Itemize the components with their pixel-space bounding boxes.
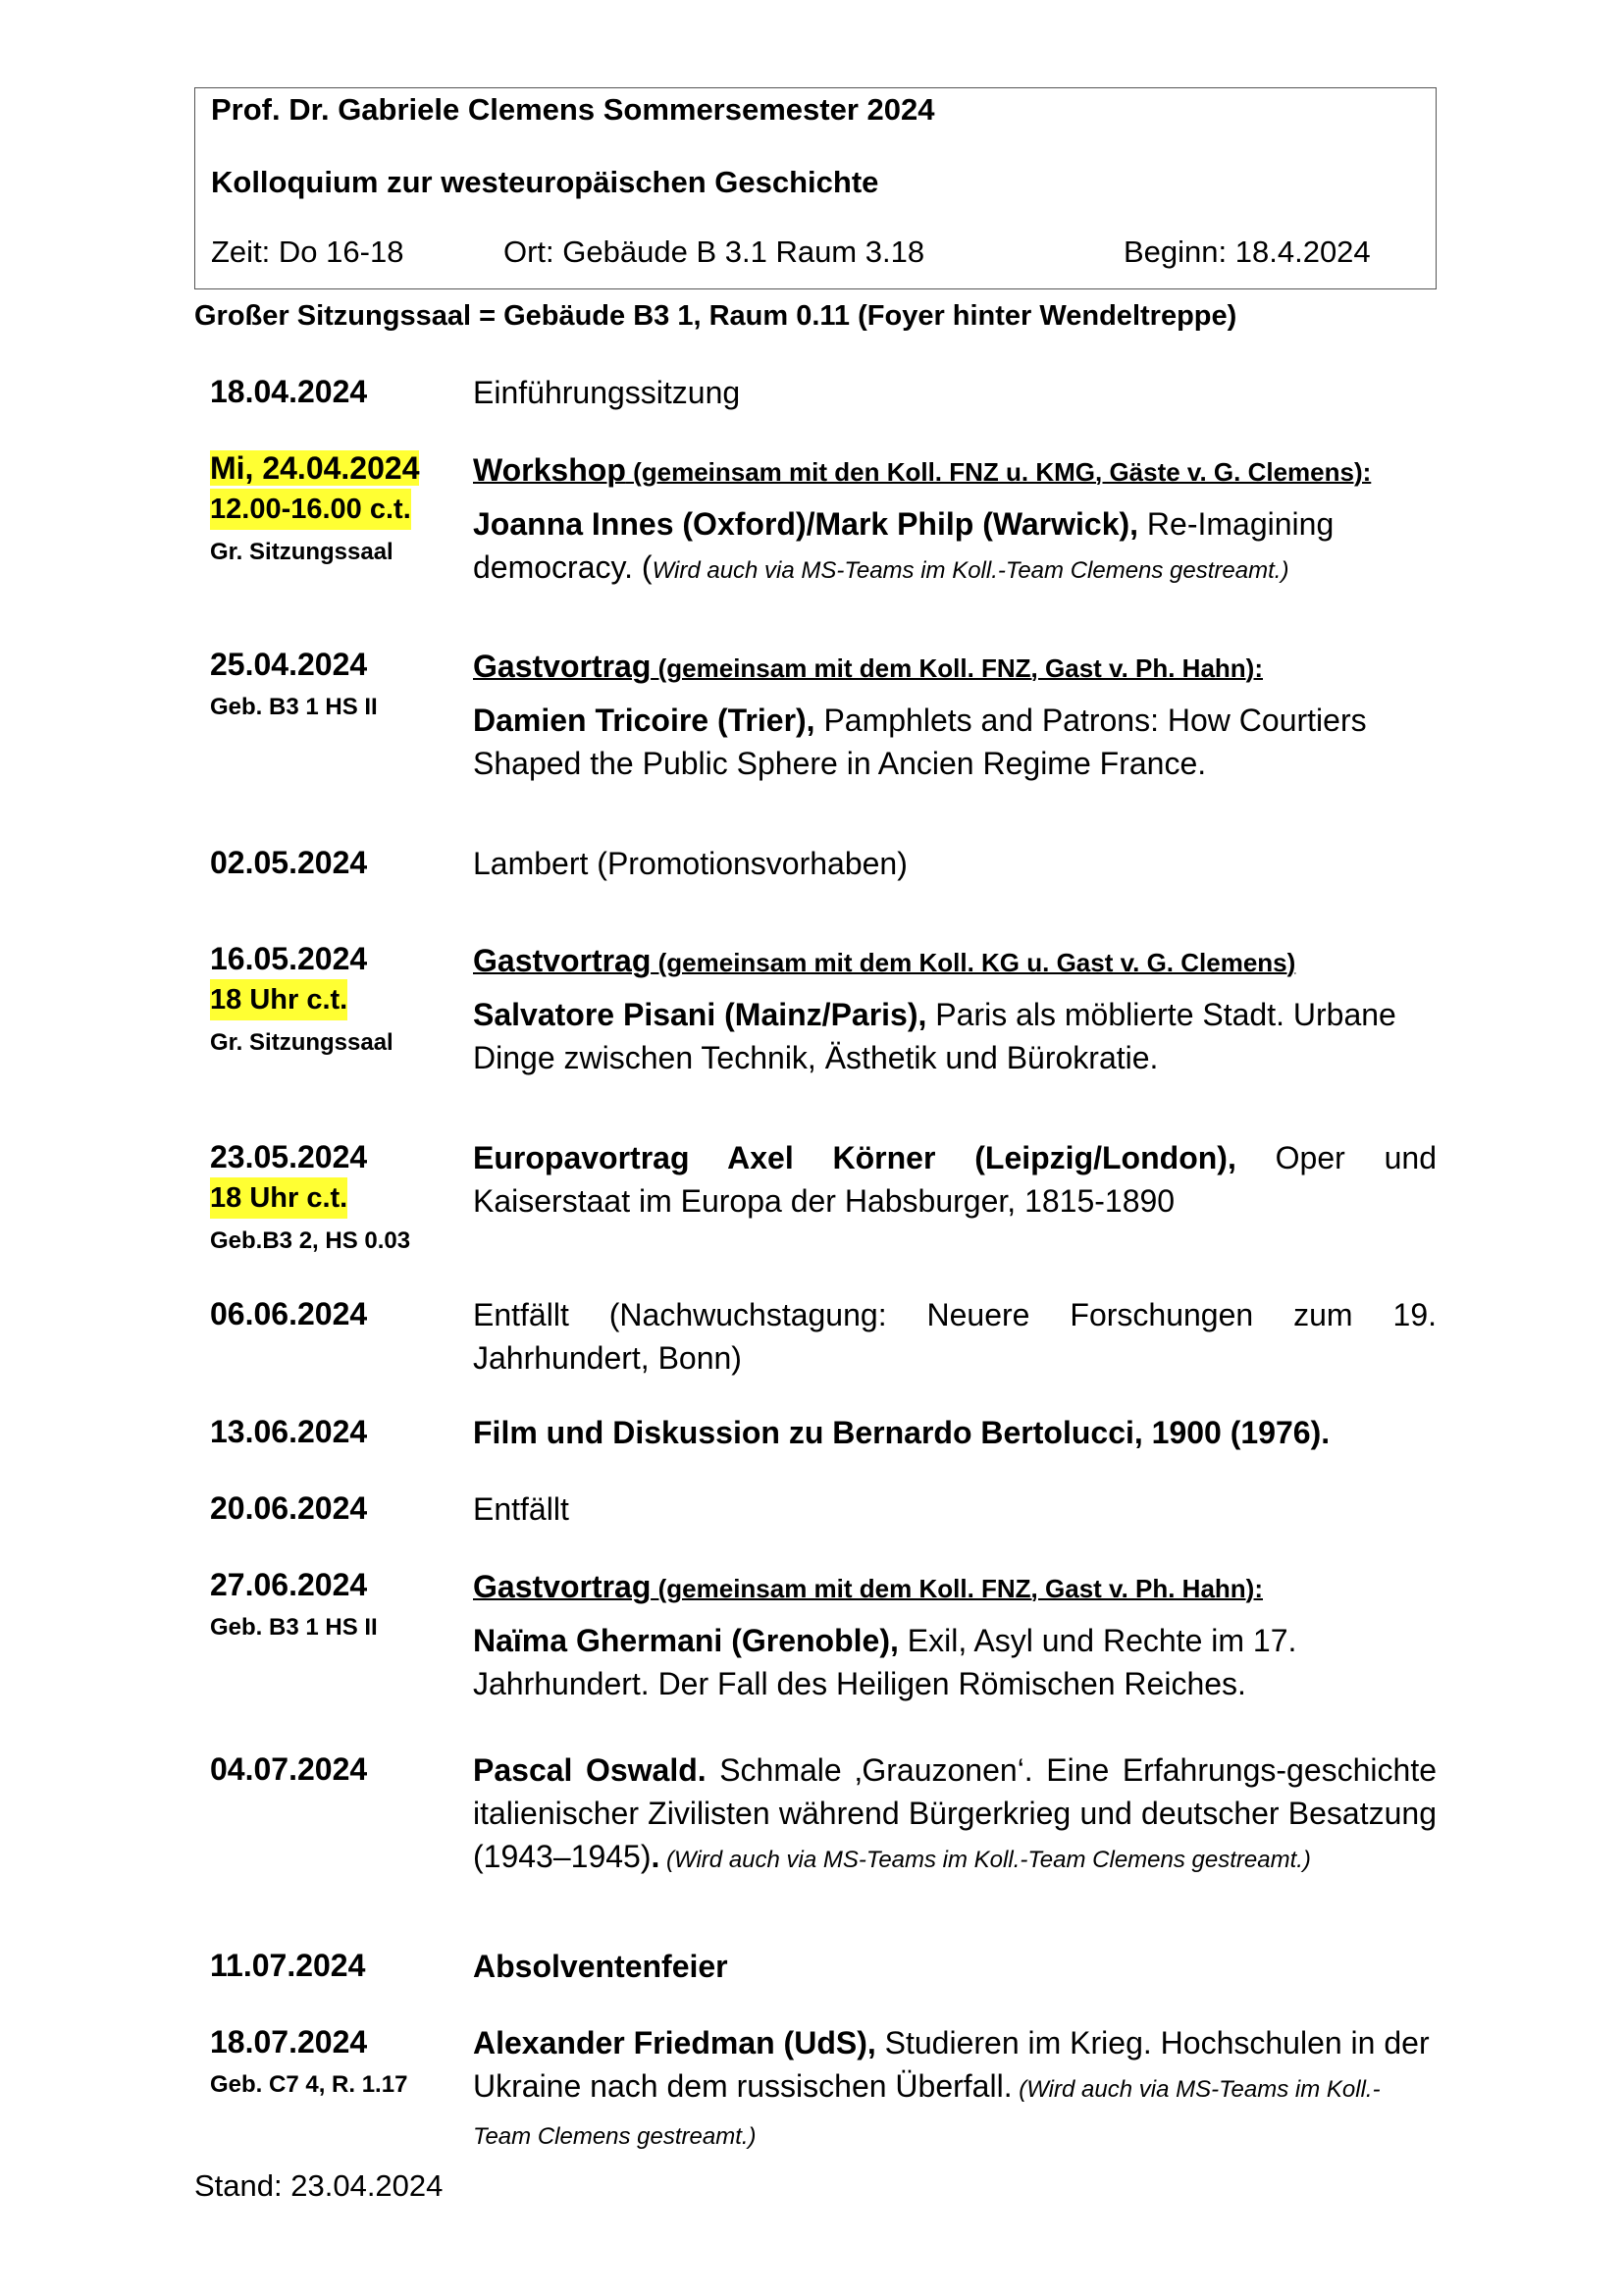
session-date: 13.06.2024: [210, 1414, 368, 1449]
session-speaker: Damien Tricoire (Trier),: [473, 703, 815, 738]
session-date: 23.05.2024: [210, 1139, 368, 1174]
session-content: Lambert (Promotionsvorhaben): [473, 846, 908, 881]
session-title: Schmale ‚Grauzonen‘. Eine Erfahrungs-geschichte italienischer Zivilisten während Bürgerkrieg und deutscher Besatzung (1943–1945): [473, 1752, 1438, 1874]
header-location: Ort: Gebäude B 3.1 Raum 3.18: [503, 235, 925, 269]
session-location: Geb. C7 4, R. 1.17: [210, 2071, 408, 2098]
session-stream-note: Wird auch via MS-Teams im Koll.-Team Clemens gestreamt.): [652, 557, 1289, 584]
header-time: Zeit: Do 16-18: [211, 235, 404, 269]
session-speaker: Alexander Friedman (UdS),: [473, 2025, 876, 2060]
session-location: Geb.B3 2, HS 0.03: [210, 1227, 411, 1254]
session-date: Mi, 24.04.2024: [210, 450, 420, 486]
header-box: [194, 87, 1437, 289]
session-stream-note: (Wird auch via MS-Teams im Koll.-Team Clemens gestreamt.): [659, 1847, 1311, 1873]
session-heading: Gastvortrag (gemeinsam mit dem Koll. FNZ, Gast v. Ph. Hahn):: [473, 649, 1263, 684]
session-heading: Gastvortrag (gemeinsam mit dem Koll. KG u. Gast v. G. Clemens): [473, 943, 1296, 978]
session-content: Entfällt: [473, 1491, 569, 1527]
session-time: 18 Uhr c.t.: [210, 979, 347, 1020]
room-note: Großer Sitzungssaal = Gebäude B3 1, Raum 0.11 (Foyer hinter Wendeltreppe): [194, 300, 1237, 332]
session-date: 16.05.2024: [210, 941, 368, 976]
session-heading: Workshop (gemeinsam mit den Koll. FNZ u. KMG, Gäste v. G. Clemens):: [473, 452, 1372, 488]
header-professor-semester: Prof. Dr. Gabriele Clemens Sommersemester 2024: [211, 92, 935, 127]
session-date: 06.06.2024: [210, 1296, 368, 1331]
session-title: Pamphlets and Patrons: How Courtiers Shaped the Public Sphere in Ancien Regime France.: [473, 703, 1367, 781]
session-date: 18.04.2024: [210, 374, 368, 409]
session-speaker: Naïma Ghermani (Grenoble),: [473, 1623, 899, 1658]
session-content: Einführungssitzung: [473, 375, 741, 410]
session-title: Paris als möblierte Stadt. Urbane Dinge zwischen Technik, Ästhetik und Bürokratie.: [473, 997, 1396, 1075]
session-speaker: Pascal Oswald.: [473, 1752, 707, 1788]
session-content: Absolventenfeier: [473, 1949, 728, 1984]
session-speaker: Joanna Innes (Oxford)/Mark Philp (Warwick),: [473, 506, 1139, 542]
session-title: Oper und Kaiserstaat im Europa der Habsburger, 1815-1890: [473, 1140, 1438, 1219]
session-location: Geb. B3 1 HS II: [210, 694, 378, 720]
session-content: Film und Diskussion zu Bernardo Bertolucci, 1900 (1976).: [473, 1415, 1331, 1450]
session-heading: Gastvortrag (gemeinsam mit dem Koll. FNZ, Gast v. Ph. Hahn):: [473, 1569, 1263, 1604]
session-title: Studieren im Krieg. Hochschulen in der Ukraine nach dem russischen Überfall.: [473, 2025, 1430, 2104]
header-start: Beginn: 18.4.2024: [1124, 235, 1371, 269]
session-date: 25.04.2024: [210, 647, 368, 682]
session-date: 11.07.2024: [210, 1948, 366, 1983]
session-date: 18.07.2024: [210, 2024, 368, 2060]
session-location: Geb. B3 1 HS II: [210, 1614, 378, 1641]
header-course-title: Kolloquium zur westeuropäischen Geschichte: [211, 165, 879, 199]
session-title: Re-Imagining democracy. (: [473, 506, 1335, 585]
session-time: 18 Uhr c.t.: [210, 1177, 347, 1219]
session-date: 20.06.2024: [210, 1490, 368, 1526]
session-time: 12.00-16.00 c.t.: [210, 489, 411, 530]
session-speaker: Europavortrag Axel Körner (Leipzig/London),: [473, 1140, 1236, 1175]
session-location: Gr. Sitzungssaal: [210, 1029, 393, 1056]
session-date: 27.06.2024: [210, 1567, 368, 1602]
session-speaker: Salvatore Pisani (Mainz/Paris),: [473, 997, 927, 1032]
status-date: Stand: 23.04.2024: [194, 2168, 444, 2203]
session-stream-note: (Wird auch via MS-Teams im Koll.-Team Clemens gestreamt.): [473, 2076, 1381, 2150]
session-content: Entfällt (Nachwuchstagung: Neuere Forschungen zum 19. Jahrhundert, Bonn): [473, 1297, 1437, 1376]
session-date: 04.07.2024: [210, 1751, 368, 1787]
session-title: Exil, Asyl und Rechte im 17. Jahrhundert. Der Fall des Heiligen Römischen Reiches.: [473, 1623, 1297, 1701]
session-location: Gr. Sitzungssaal: [210, 539, 393, 565]
session-date: 02.05.2024: [210, 845, 368, 880]
